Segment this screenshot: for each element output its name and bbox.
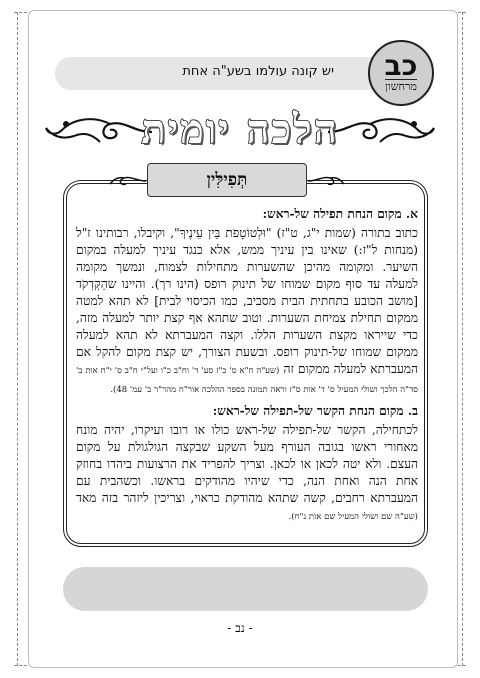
section-2-source: (שע"ה שם ושולי המעיל שם אות נ"ח).	[288, 512, 418, 522]
section-1-source: (שע"ה ח"א ס' כ"ז סע' ד' וח"ב כ"ו ועל"י ח"ב ס' י"ח אות ב' סד"ה הלכך ושולי המעיל ס' ד' אות ס"ז וראה תמונה בספר ההלכה אור"ח מהר"ר ב' עמ' 48).	[76, 366, 418, 395]
footer-bar	[63, 567, 428, 611]
header-bar	[55, 57, 400, 90]
page-title: הלכה יומית	[141, 106, 339, 153]
section-2-paragraph	[76, 422, 418, 526]
page-number: - נב -	[227, 621, 253, 635]
section-1-heading: א. מקום הנחת תפילה של-ראש:	[262, 207, 418, 221]
pill-flourish-left-icon	[108, 174, 148, 188]
article-body	[76, 206, 418, 530]
header-tagline: יש קונה עולמו בשע"ה אחת	[182, 64, 334, 79]
section-2-heading: ב. מקום הנחת הקשר של-תפילה של-ראש:	[212, 404, 418, 418]
date-badge	[368, 40, 434, 106]
section-1-text: כתוב בתורה (שמות י"ג, ט"ז) "וּלְטוֹטָפֹת בֵּין עֵינֶיךָ", וקיבלו, רבותינו ז"ל (מנחות ל"ז:) שאינו בין עיניך ממש, אלא כנגד עיניך למעלה במקום השיער. ומקומה מהיכן שהשערות מתחילות לצמוח, ונמשך מקומה למעלה עד סוף מקום שמוחו של תינוק רופס (הינו רך). והיינו שהַקְּדְקֹד [מושב הכובע בתחתית הבית מסביב, כמו הכיסוי לבית] לא תהא למטה ממקום תחילת צמיחת השערות. וטוב שתהא אף קצת יותר למעלה מזה, כדי שייראו מקצת השערות הללו. וקצה המעברתא לא תהא למעלה ממקום שמוחו של-תינוק רופס. ובשעת הצורך, יש קצת מקום להקל אם המעברתא למעלה ממקום זה	[76, 226, 418, 376]
section-2-text: לכתחילה, הקשר של-תפילה של-ראש כולו או רובו ועיקרו, יהיה מונח מאחורי ראשו בגובה העורף מעל השקע שבקצה הגולגולת על מקום העצם. ולא יטה לכאן או לכאן. וצריך להפריד את הרצועות ביהדו בחוזק אחת הנה ואחת הנה, כדי שיהיו מהודקים בראשו. וכשהבית עם המעברתא רחבים, קשה שתהא מהודקת כראוי, וצריכין ליזהר בזה מאד	[76, 423, 418, 505]
date-badge-month: מרחשון	[385, 80, 417, 93]
pill-flourish-right-icon	[306, 174, 346, 188]
topic-label: תְּפִילִּין	[147, 163, 307, 197]
section-1-paragraph	[76, 225, 418, 399]
date-badge-number: כב	[384, 49, 418, 82]
